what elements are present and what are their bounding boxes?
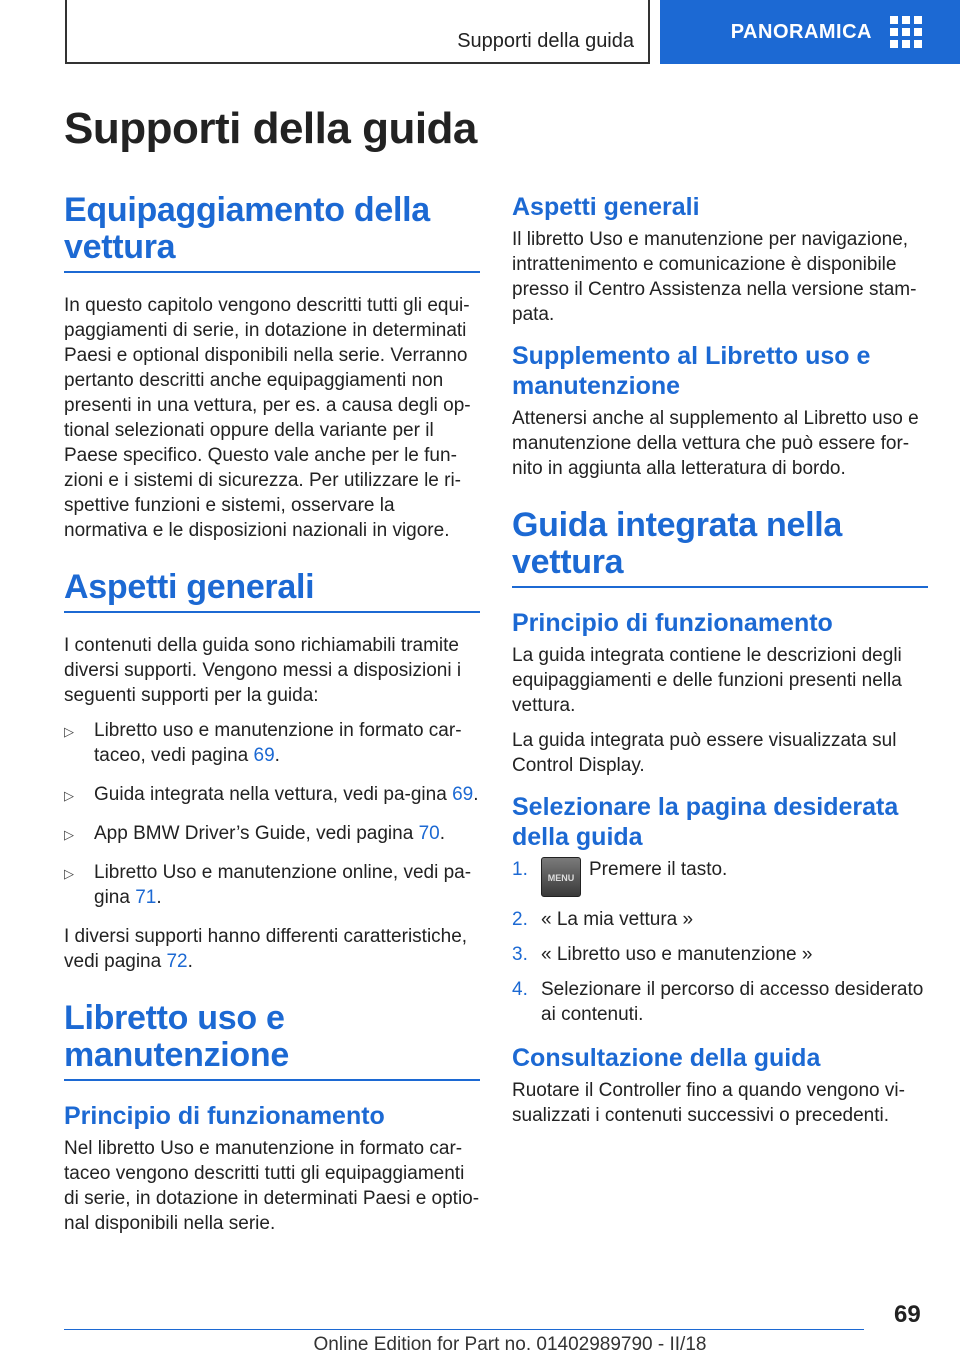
page-link-72[interactable]: 72 bbox=[166, 951, 188, 972]
paragraph-principle-2: La guida integrata può essere visualizzata sul Control Display. bbox=[512, 730, 897, 776]
left-column bbox=[64, 192, 480, 1246]
page-link-70[interactable]: 70 bbox=[418, 823, 440, 844]
page-number: 69 bbox=[894, 1301, 921, 1328]
page-title: Supporti della guida bbox=[64, 104, 477, 153]
paragraph-supplement: Attenersi anche al supplemento al Libretto uso e manutenzione della vettura che può essere for-nito in aggiunta alla letteratura di bordo. bbox=[512, 408, 919, 479]
paragraph-principle: Nel libretto Uso e manutenzione in formato car-taceo vengono descritti tutti gli equipaggiamenti di serie, in dotazione in determinati Paesi e optio-nal disponibili nella serie. bbox=[64, 1138, 480, 1234]
paragraph-principle-1: La guida integrata contiene le descrizioni degli equipaggiamenti e delle funzioni presenti nella vettura. bbox=[512, 645, 902, 716]
paragraph-general-aspects-right: Il libretto Uso e manutenzione per navigazione, intrattenimento e comunicazione è disponibile presso il Centro Assistenza nella versione stam-pata. bbox=[512, 229, 917, 325]
heading-supplement: Supplemento al Libretto uso e manutenzione bbox=[512, 342, 871, 400]
list-item: ▷ Libretto uso e manutenzione in formato car-taceo, vedi pagina 69. bbox=[64, 720, 462, 766]
list-item: 2. « La mia vettura » bbox=[512, 909, 694, 930]
media-list bbox=[64, 718, 480, 910]
footer-divider bbox=[64, 1329, 864, 1330]
list-item: 4. Selezionare il percorso di accesso desiderato ai contenuti. bbox=[512, 979, 924, 1025]
heading-principle-right: Principio di funzionamento bbox=[512, 609, 833, 637]
paragraph-consult: Ruotare il Controller fino a quando vengono vi-sualizzati i contenuti successivi o precedenti. bbox=[512, 1080, 905, 1126]
page-link-69[interactable]: 69 bbox=[452, 784, 474, 805]
heading-select-page: Selezionare la pagina desiderata della guida bbox=[512, 793, 899, 851]
footer-edition: Online Edition for Part no. 01402989790 - II/18 bbox=[313, 1334, 707, 1355]
overview-tab[interactable] bbox=[660, 0, 960, 64]
page-header bbox=[0, 0, 960, 66]
page-link-71[interactable]: 71 bbox=[135, 887, 157, 908]
list-item: 3. « Libretto uso e manutenzione » bbox=[512, 944, 813, 965]
list-item: ▷ Libretto Uso e manutenzione online, vedi pa-gina 71. bbox=[64, 862, 472, 908]
triangle-bullet-icon: ▷ bbox=[64, 866, 74, 881]
grid-icon bbox=[890, 16, 922, 48]
heading-equipment: Equipaggiamento della vettura bbox=[64, 192, 480, 273]
triangle-bullet-icon: ▷ bbox=[64, 788, 74, 803]
triangle-bullet-icon: ▷ bbox=[64, 724, 74, 739]
heading-owners-manual: Libretto uso e manutenzione bbox=[64, 1000, 480, 1081]
list-item: ▷ App BMW Driver’s Guide, vedi pagina 70. bbox=[64, 821, 480, 846]
list-item: 1. MENU Premere il tasto. bbox=[512, 857, 928, 897]
paragraph-differences: I diversi supporti hanno differenti caratteristiche, vedi pagina 72. bbox=[64, 926, 468, 972]
paragraph-equipment: In questo capitolo vengono descritti tutti gli equi-paggiamenti di serie, in dotazione in determinati Paesi e optional disponibili nella serie. Verranno pertanto descritti anche equipaggiamenti non presenti in una vettura, per es. a causa degli op-tional selezionati oppure della variante per il Paese specifico. Questo vale anche per le fun-zioni e i sistemi di sicurezza. Per utilizzare le ri-spettive funzioni e sistemi, osservare la normativa e le disposizioni nazionali in vigore. bbox=[64, 295, 471, 541]
steps-list bbox=[512, 857, 928, 1027]
right-column bbox=[512, 192, 928, 1138]
heading-principle: Principio di funzionamento bbox=[64, 1102, 385, 1130]
heading-integrated-guide: Guida integrata nella vettura bbox=[512, 507, 928, 588]
header-section-label: Supporti della guida bbox=[457, 30, 634, 52]
heading-consult: Consultazione della guida bbox=[512, 1044, 821, 1072]
heading-general-aspects: Aspetti generali bbox=[64, 569, 480, 613]
heading-general-aspects-right: Aspetti generali bbox=[512, 193, 700, 221]
paragraph-general-aspects: I contenuti della guida sono richiamabili tramite diversi supporti. Vengono messi a disposizioni i seguenti supporti per la guida: bbox=[64, 635, 462, 706]
page-link-69[interactable]: 69 bbox=[253, 745, 275, 766]
overview-tab-label: PANORAMICA bbox=[730, 20, 872, 43]
list-item: ▷ Guida integrata nella vettura, vedi pa-gina 69. bbox=[64, 782, 480, 807]
triangle-bullet-icon: ▷ bbox=[64, 827, 74, 842]
header-section-box bbox=[65, 0, 650, 64]
menu-button-icon: MENU bbox=[541, 857, 581, 897]
